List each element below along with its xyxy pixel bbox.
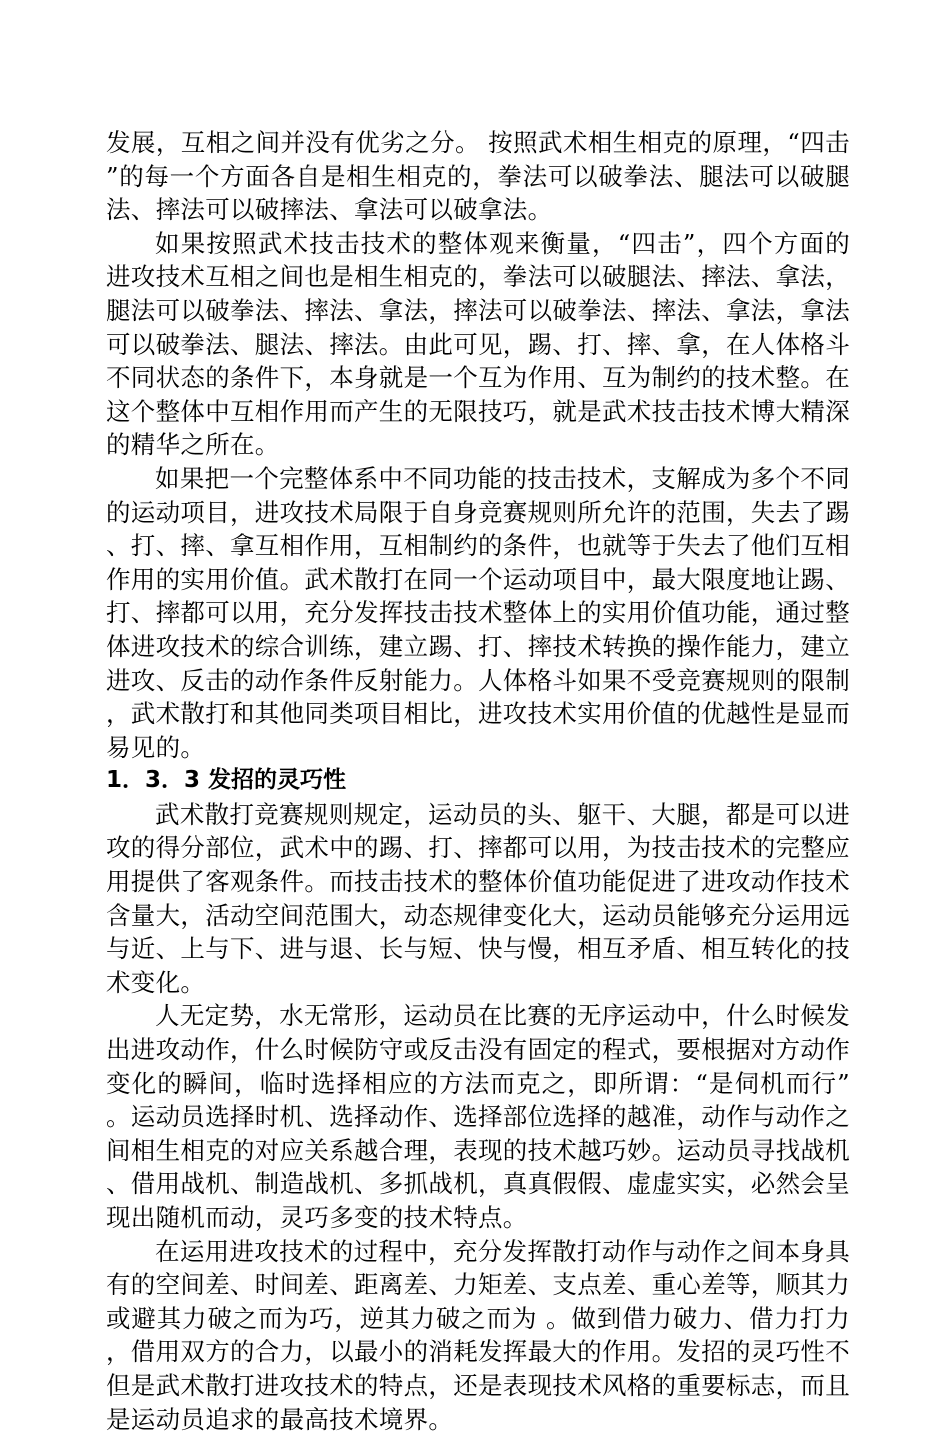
paragraph-continuation: 发展，互相之间并没有优劣之分。 按照武术相生相克的原理，“四击”的每一个方面各自是相生相克的，拳法可以破拳法、腿法可以破腿法、摔法可以破摔法、拿法可以破拿法。 [106, 128, 850, 225]
section-heading: 1．3．3 发招的灵巧性 [106, 767, 347, 794]
paragraph-four-strikes-overall: 如果按照武术技击技术的整体观来衡量，“四击”，四个方面的进攻技术互相之间也是相生相克的，拳法可以破腿法、摔法、拿法，腿法可以破拳法、摔法、拿法，摔法可以破拳法、摔法、拿法，拿法可以破拳法、腿法、摔法。由此可见，踢、打、摔、拿，在人体格斗不同状态的条件下，本身就是一个互为作用、互为制约的技术整。在这个整体中互相作用而产生的无限技巧，就是武术技击技术博大精深的精华之所在。 [106, 228, 850, 460]
document-body [106, 126, 850, 1436]
paragraph-system-split: 如果把一个完整体系中不同功能的技击技术，支解成为多个不同的运动项目，进攻技术局限于自身竞赛规则所允许的范围，失去了踢、打、摔、拿互相作用，互相制约的条件，也就等于失去了他们互相作用的实用价值。武术散打在同一个运动项目中，最大限度地让踢、打、摔都可以用，充分发挥技击技术整体上的实用价值功能，通过整体进攻技术的综合训练，建立踢、打、摔技术转换的操作能力，建立进攻、反击的动作条件反射能力。人体格斗如果不受竞赛规则的限制，武术散打和其他同类项目相比，进攻技术实用价值的优越性是显而易见的。 [106, 463, 850, 762]
paragraph-skill: 在运用进攻技术的过程中，充分发挥散打动作与动作之间本身具有的空间差、时间差、距离差、力矩差、支点差、重心差等，顺其力或避其力破之而为巧，逆其力破之而为 。做到借力破力、借力打力，借用双方的合力，以最小的消耗发挥最大的作用。发招的灵巧性不但是武术散打进攻技术的特点，还是表现技术风格的重要标志，而且是运动员追求的最高技术境界。 [106, 1236, 850, 1434]
paragraph-timing: 人无定势，水无常形，运动员在比赛的无序运动中，什么时候发出进攻动作，什么时候防守或反击没有固定的程式，要根据对方动作变化的瞬间，临时选择相应的方法而克之，即所谓：“是伺机而行”。运动员选择时机、选择动作、选择部位选择的越准，动作与动作之间相生相克的对应关系越合理，表现的技术越巧妙。运动员寻找战机、借用战机、制造战机、多抓战机，真真假假、虚虚实实，必然会呈现出随机而动，灵巧多变的技术特点。 [106, 1001, 850, 1232]
paragraph-competition-rules: 武术散打竞赛规则规定，运动员的头、躯干、大腿，都是可以进攻的得分部位，武术中的踢、打、摔都可以用，为技击技术的完整应用提供了客观条件。而技击技术的整体价值功能促进了进攻动作技术含量大，活动空间范围大，动态规律变化大，运动员能够充分运用远与近、上与下、进与退、长与短、快与慢，相互矛盾、相互转化的技术变化。 [106, 799, 850, 997]
